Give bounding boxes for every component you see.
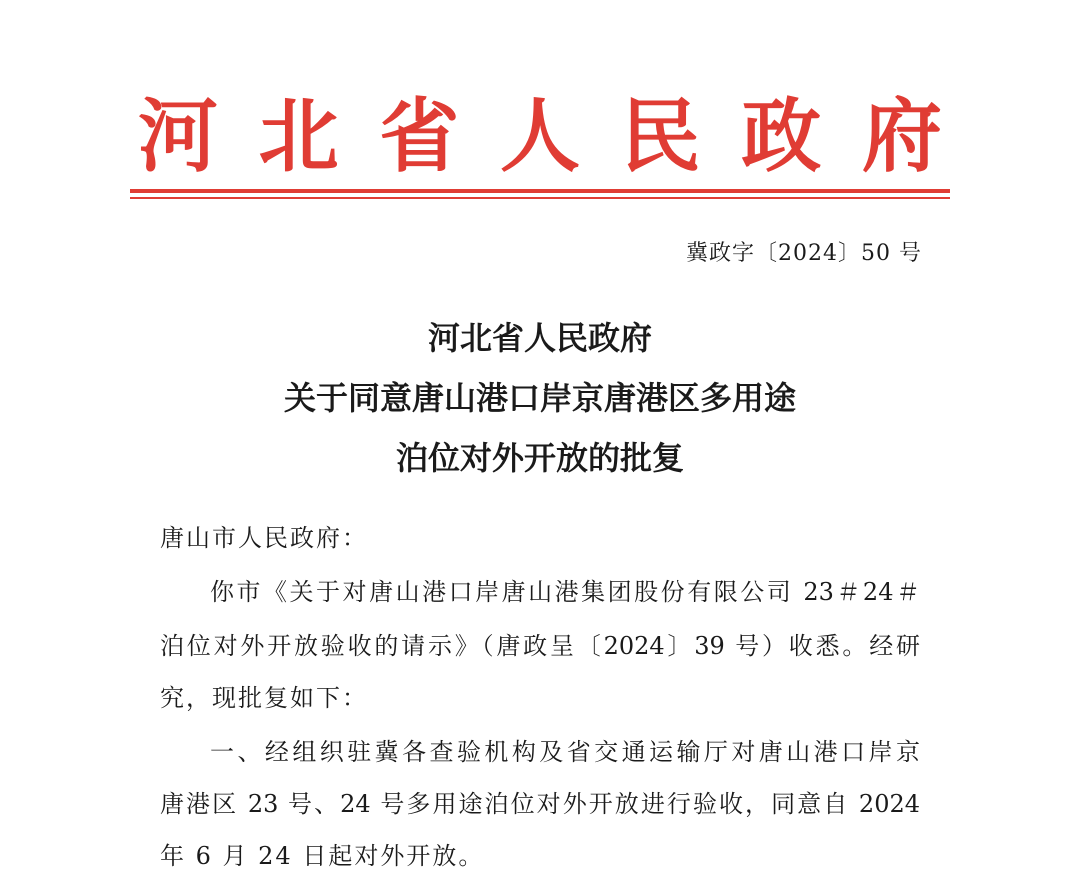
body-line: 究，现批复如下： xyxy=(160,684,368,712)
masthead-char: 民 xyxy=(620,89,701,183)
document-title-line-2: 关于同意唐山港口岸京唐港区多用途 xyxy=(283,379,796,417)
document-number: 冀政字〔2024〕50 号 xyxy=(686,241,922,266)
masthead-char: 北 xyxy=(258,89,339,183)
body-line: 你市《关于对唐山港口岸唐山港集团股份有限公司 23＃24＃ xyxy=(210,578,920,606)
masthead-char: 政 xyxy=(741,89,822,183)
body-line: 泊位对外开放验收的请示》（唐政呈〔2024〕39 号）收悉。经研 xyxy=(160,632,920,660)
masthead-title xyxy=(130,88,950,184)
document-title-line-3: 泊位对外开放的批复 xyxy=(395,439,684,477)
document-title-line-1: 河北省人民政府 xyxy=(427,319,652,357)
masthead-char: 省 xyxy=(379,89,460,183)
body-line: 年 6 月 24 日起对外开放。 xyxy=(160,842,485,870)
masthead-rule-thick xyxy=(130,189,950,193)
masthead-char: 府 xyxy=(861,89,942,183)
body-line: 唐港区 23 号、24 号多用途泊位对外开放进行验收，同意自 2024 xyxy=(160,790,920,818)
masthead-rule-thin xyxy=(130,197,950,199)
masthead-char: 河 xyxy=(138,89,218,183)
salutation: 唐山市人民政府： xyxy=(160,524,368,552)
masthead-char: 人 xyxy=(499,89,580,183)
body-line: 一、经组织驻冀各查验机构及省交通运输厅对唐山港口岸京 xyxy=(210,738,920,766)
